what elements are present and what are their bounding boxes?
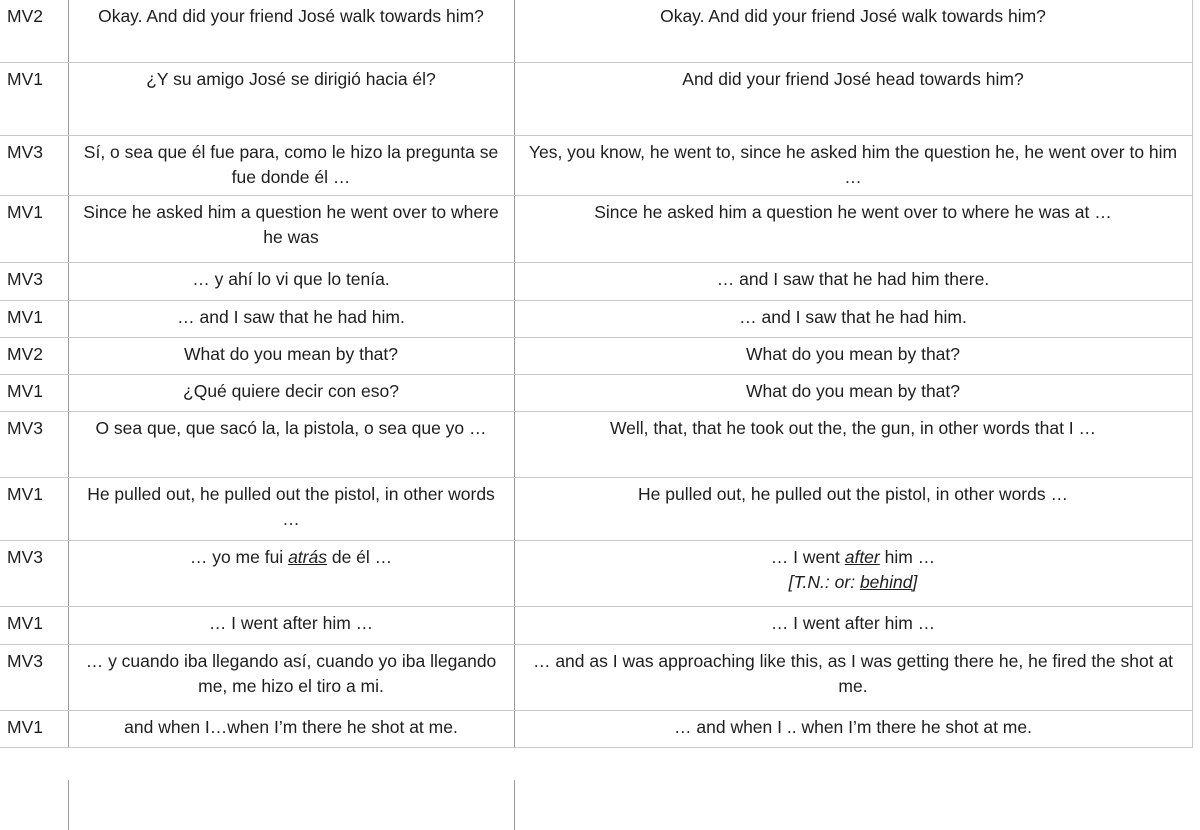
original-cell: ¿Y su amigo José se dirigió hacia él? <box>68 62 514 135</box>
translator-note-prefix: [T.N.: or: <box>788 571 860 592</box>
speaker-cell: MV1 <box>0 195 68 262</box>
speaker-cell: MV3 <box>0 135 68 195</box>
table-row <box>0 477 1192 540</box>
speaker-cell: MV3 <box>0 262 68 300</box>
translation-cell: … and I saw that he had him there. <box>514 262 1192 300</box>
emphasized-word: atrás <box>288 546 327 567</box>
original-cell: and when I…when I’m there he shot at me. <box>68 710 514 747</box>
translator-note-suffix: ] <box>912 571 918 592</box>
table-row <box>0 710 1192 747</box>
translator-note <box>523 570 1184 595</box>
table-row <box>0 0 1192 62</box>
translation-cell: … I went after him … <box>514 606 1192 644</box>
original-cell: ¿Qué quiere decir con eso? <box>68 374 514 411</box>
original-cell: Sí, o sea que él fue para, como le hizo la pregunta se fue donde él … <box>68 135 514 195</box>
speaker-cell: MV1 <box>0 374 68 411</box>
original-text-before: … yo me fui <box>189 546 289 567</box>
translation-cell: Okay. And did your friend José walk towards him? <box>514 0 1192 62</box>
translation-cell: Yes, you know, he went to, since he asked him the question he, he went over to him … <box>514 135 1192 195</box>
speaker-cell: MV3 <box>0 540 68 606</box>
speaker-cell: MV3 <box>0 411 68 477</box>
table-row <box>0 374 1192 411</box>
original-cell: What do you mean by that? <box>68 337 514 374</box>
original-text-after: de él … <box>326 546 393 567</box>
table-row <box>0 262 1192 300</box>
table-row <box>0 62 1192 135</box>
original-cell: He pulled out, he pulled out the pistol, in other words … <box>68 477 514 540</box>
speaker-cell: MV2 <box>0 0 68 62</box>
translation-cell: … and as I was approaching like this, as I was getting there he, he fired the shot at me. <box>514 644 1192 710</box>
translation-cell <box>514 540 1192 606</box>
table-row <box>0 411 1192 477</box>
table-row <box>0 644 1192 710</box>
translation-cell: And did your friend José head towards him? <box>514 62 1192 135</box>
translation-cell: What do you mean by that? <box>514 374 1192 411</box>
original-cell: … I went after him … <box>68 606 514 644</box>
original-cell: O sea que, que sacó la, la pistola, o sea que yo … <box>68 411 514 477</box>
speaker-cell: MV1 <box>0 710 68 747</box>
column-divider-left <box>68 780 69 830</box>
emphasized-word: after <box>844 546 880 567</box>
table-row <box>0 337 1192 374</box>
translation-line <box>523 545 1184 570</box>
original-cell: Okay. And did your friend José walk towards him? <box>68 0 514 62</box>
speaker-cell: MV1 <box>0 606 68 644</box>
translation-cell: Since he asked him a question he went over to where he was at … <box>514 195 1192 262</box>
speaker-cell: MV3 <box>0 644 68 710</box>
column-divider-right <box>514 780 515 830</box>
translation-text-before: … I went <box>770 546 845 567</box>
table-row <box>0 606 1192 644</box>
translation-cell: He pulled out, he pulled out the pistol, in other words … <box>514 477 1192 540</box>
translation-cell: Well, that, that he took out the, the gun, in other words that I … <box>514 411 1192 477</box>
translation-cell: … and when I .. when I’m there he shot at me. <box>514 710 1192 747</box>
speaker-cell: MV1 <box>0 477 68 540</box>
speaker-cell: MV1 <box>0 300 68 337</box>
translator-note-word: behind <box>859 571 913 592</box>
translation-text-after: him … <box>879 546 936 567</box>
table-row <box>0 540 1192 606</box>
original-cell: … y cuando iba llegando así, cuando yo iba llegando me, me hizo el tiro a mi. <box>68 644 514 710</box>
table-row <box>0 195 1192 262</box>
original-cell: … and I saw that he had him. <box>68 300 514 337</box>
original-cell <box>68 540 514 606</box>
translation-cell: What do you mean by that? <box>514 337 1192 374</box>
original-cell: Since he asked him a question he went over to where he was <box>68 195 514 262</box>
speaker-cell: MV1 <box>0 62 68 135</box>
original-cell: … y ahí lo vi que lo tenía. <box>68 262 514 300</box>
translation-cell: … and I saw that he had him. <box>514 300 1192 337</box>
table-row <box>0 135 1192 195</box>
table-row <box>0 300 1192 337</box>
speaker-cell: MV2 <box>0 337 68 374</box>
